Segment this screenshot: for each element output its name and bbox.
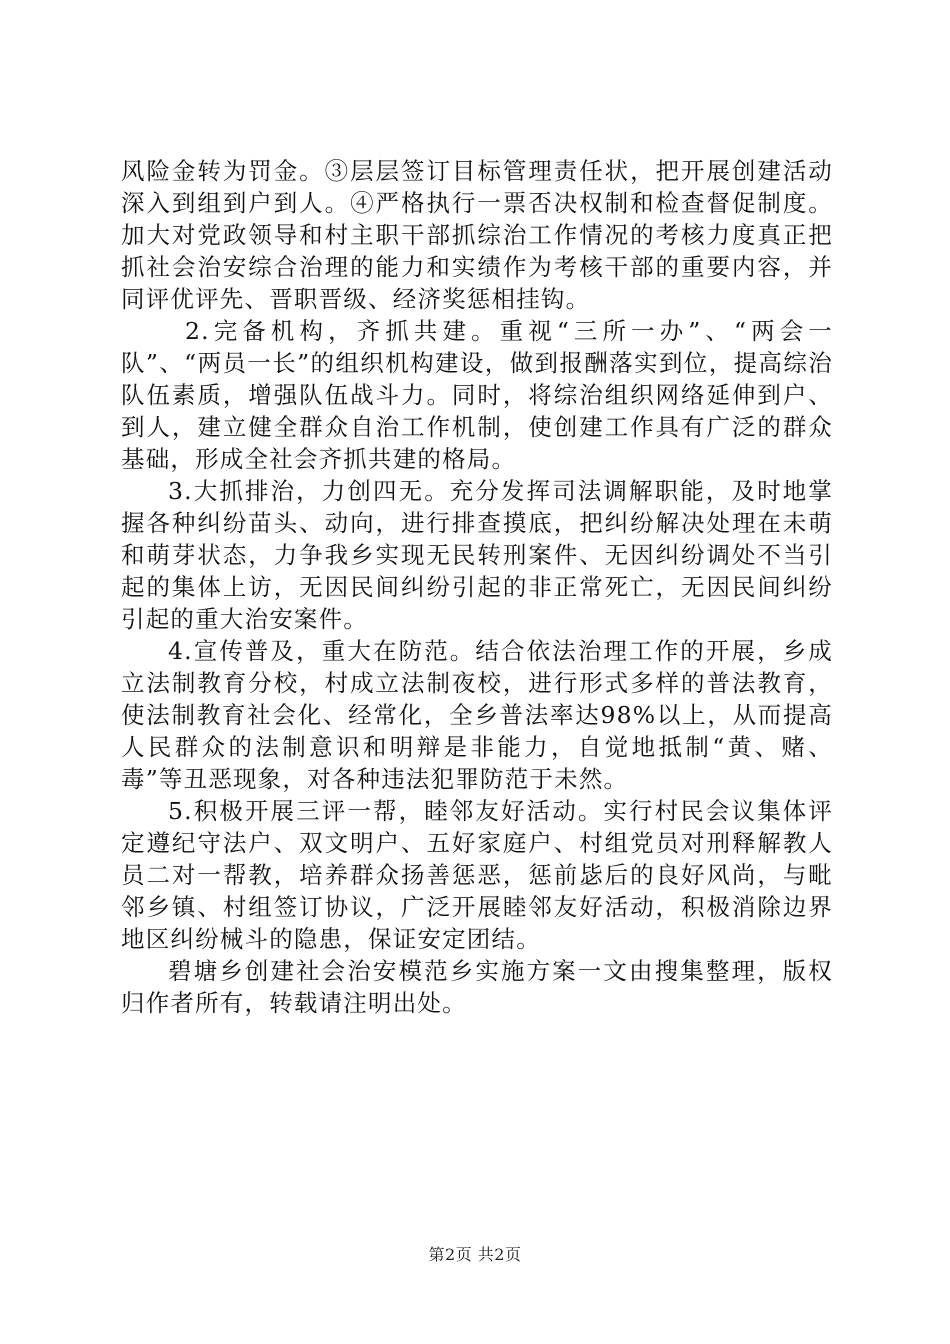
document-body [121,155,833,1019]
paragraph-item-3: 3.大抓排治，力创四无。充分发挥司法调解职能，及时地掌握各种纠纷苗头、动向，进行排查摸底，把纠纷解决处理在未萌和萌芽状态，力争我乡实现无民转刑案件、无因纠纷调处不当引起的集体上访，无因民间纠纷引起的非正常死亡，无因民间纠纷引起的重大治安案件。 [121,477,833,633]
paragraph-closing-note: 碧塘乡创建社会治安模范乡实施方案一文由搜集整理，版权归作者所有，转载请注明出处。 [121,957,833,1017]
paragraph-item-2: 2.完备机构，齐抓共建。重视“三所一办”、“两会一队”、“两员一长”的组织机构建设，做到报酬落实到位，提高综治队伍素质，增强队伍战斗力。同时，将综治组织网络延伸到户、到人，建立健全群众自治工作机制，使创建工作具有广泛的群众基础，形成全社会齐抓共建的格局。 [121,317,833,473]
paragraph-continuation: 风险金转为罚金。③层层签订目标管理责任状，把开展创建活动深入到组到户到人。④严格执行一票否决权制和检查督促制度。加大对党政领导和村主职干部抓综治工作情况的考核力度真正把抓社会治安综合治理的能力和实绩作为考核干部的重要内容，并同评优评先、晋职晋级、经济奖惩相挂钩。 [121,157,833,313]
paragraph-item-5: 5.积极开展三评一帮，睦邻友好活动。实行村民会议集体评定遵纪守法户、双文明户、五好家庭户、村组党员对刑释解教人员二对一帮教，培养群众扬善惩恶，惩前毖后的良好风尚，与毗邻乡镇、村组签订协议，广泛开展睦邻友好活动，积极消除边界地区纠纷械斗的隐患，保证安定团结。 [121,797,833,953]
paragraph-item-4: 4.宣传普及，重大在防范。结合依法治理工作的开展，乡成立法制教育分校，村成立法制夜校，进行形式多样的普法教育，使法制教育社会化、经常化，全乡普法率达98%以上，从而提高人民群众的法制意识和明辩是非能力，自觉地抵制“黄、赌、毒”等丑恶现象，对各种违法犯罪防范于未然。 [121,637,833,793]
page-number-footer: 第2页 共2页 [428,1245,522,1264]
